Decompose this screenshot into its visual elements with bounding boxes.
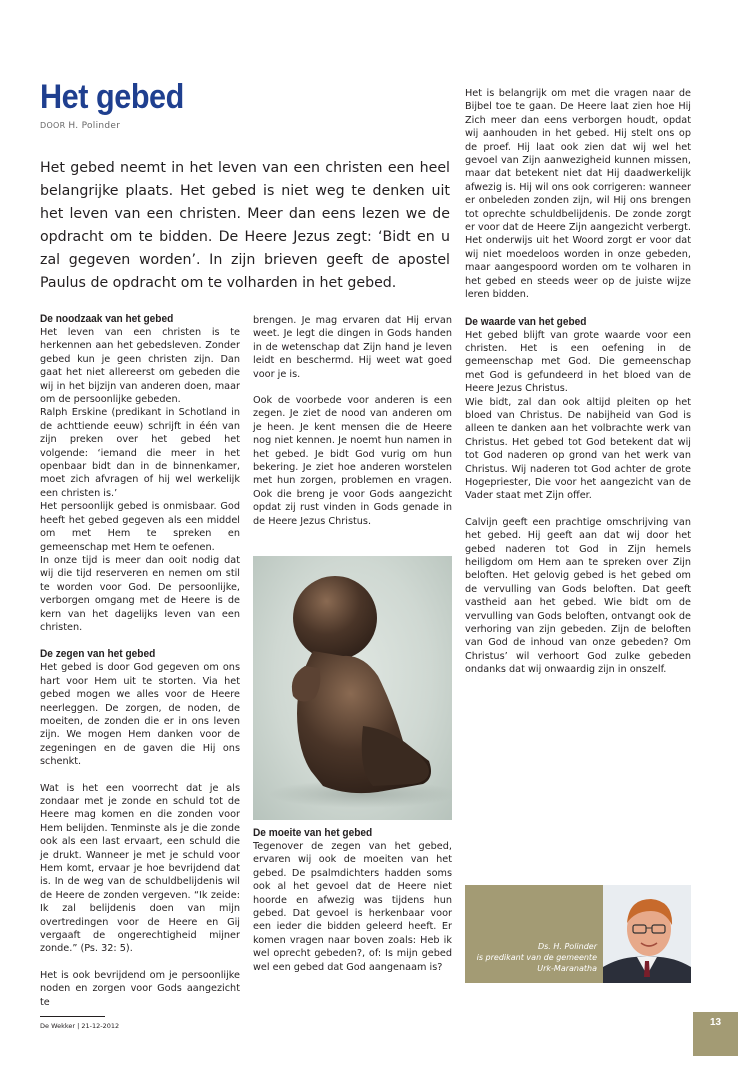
paragraph: Het is ook bevrijdend om je persoonlijke noden en zorgen voor Gods aangezicht te [40,969,240,1008]
paragraph: Het leven van een christen is te herkennen aan het gebedsleven. Zonder gebed kun je geen christen zijn. Dan gaat het niet allereerst om gebeden die wij in het bijzijn van anderen doen, maar om de persoonlijke gebeden. [40,327,240,406]
author-photo [603,885,691,983]
footer-publication: De Wekker | 21-12-2012 [40,1022,120,1030]
kneeling-figure-image [253,556,452,820]
byline-name: H. Polinder [68,121,121,131]
paragraph: Het is belangrijk om met die vragen naar de Bijbel toe te gaan. De Heere laat zien hoe Hij Zich meer dan eens verborgen houdt, opdat wij aanhouden in het gebed. Hij stelt ons op de proef. Hij laat ook zien dat wij wel het gevoel van Zijn aanwezigheid kunnen missen, maar dat betekent niet dat Hij daadwerkelijk afwezig is. Hij wil ons ook corrigeren: wanneer er onbeleden zonden zijn, wil Hij ons brengen tot oprechte schuldbelijdenis. De zonde zorgt er voor dat de Heere Zijn aangezicht verbergt. [465,88,691,234]
paragraph: Wat is het een voorrecht dat je als zondaar met je zonde en schuld tot de Heere mag komen en die zonden voor Hem belijden. Tenminste als je die zonde ook als een last ervaart, een schuld die je drukt. Wanneer je met je schuld voor Hem komt, ervaar je hoe bevrijdend dat is. In de weg van de schuldbelijdenis wil de Heere de zonden vergeven. “Ik zeide: Ik zal belijdenis doen van mijn overtredingen voor de Heere en Gij vergaaft de ongerechtigheid mijner zonde.” (Ps. 32: 5). [40,782,240,955]
author-congregation: Urk-Maranatha [537,964,597,973]
author-box [465,885,691,983]
bronze-statue-icon [253,556,452,820]
section-heading-noodzaak: De noodzaak van het gebed [40,313,174,325]
author-name: Ds. H. Polinder [537,942,597,951]
column-3 [465,87,691,677]
paragraph: Ook de voorbede voor anderen is een zegen. Je ziet de nood van anderen om je heen. Je kent mensen die de Heere nog niet kennen. Je noemt hun namen in het gebed. Je bidt God vurig om hun bekering. Je ziet hoe anderen worstelen met hun zorgen, problemen en vragen. Ook die breng je voor Gods aangezicht opdat zij rust vinden in Gods genade in de Heere Jezus Christus. [253,395,452,527]
paragraph: In onze tijd is meer dan ooit nodig dat wij die tijd reserveren en nemen om stil te worden voor God. De persoonlijke, verborgen omgang met de Heere is de kern van het dagelijks leven van een christen. [40,554,240,633]
paragraph: Calvijn geeft een prachtige omschrijving van het gebed. Hij geeft aan dat wij door het gebed naderen tot God in Zijn hemels heiligdom om Hem aan te spreken over Zijn beloften. Het gelovig gebed is het gebed om de vervulling van Gods beloften. Dat geeft vastheid aan het gebed. Wie bidt om de vervulling van Gods beloften, ontvangt ook de verhoring van zijn gebeden. Zijn de beloften van God de inhoud van onze gebeden? Om Christus’ wil verhoort God zulke gebeden ondanks dat wij onwaardig zijn in onszelf. [465,516,691,676]
section-heading-zegen: De zegen van het gebed [40,648,156,661]
section-heading-waarde: De waarde van het gebed [465,315,587,328]
author-caption [477,941,597,974]
column-2-lower [253,826,452,974]
paragraph: Het onderwijs uit het Woord zorgt er voor dat wij niet moedeloos worden in onze gebeden, maar aangespoord worden om te volharen in het gebed en steeds weer op de juiste wijze leren bidden. [465,235,691,301]
paragraph: Het persoonlijk gebed is onmisbaar. God heeft het gebed gegeven als een middel om met Hem te spreken en gemeenschap met Hem te oefenen. [40,501,240,553]
person-portrait-icon [603,885,691,983]
paragraph: Wie bidt, zal dan ook altijd pleiten op het bloed van Christus. De nabijheid van God is alleen te danken aan het volbrachte werk van Christus. Het gebed tot God betekent dat wij tot God naderen op grond van het werk van Christus. Wij naderen tot God achter de grote Hogepriester, Die voor het aangezicht van de Vader staat met Zijn offer. [465,396,691,502]
paragraph: Het gebed is door God gegeven om ons hart voor Hem uit te storten. Via het gebed mogen we alles voor de Heere neerleggen. De zorgen, de noden, de moeiten, de zonden die er in ons leven zijn. We mogen Hem danken voor de zegeningen en de gaven die Hij ons schenkt. [40,662,240,768]
section-heading-moeite: De moeite van het gebed [253,827,373,839]
column-1 [40,312,240,1009]
page-number: 13 [693,1012,738,1056]
byline-prefix: DOOR [40,121,66,130]
paragraph: Het gebed blijft van grote waarde voor een christen. Het is een oefening in de gemeenschap met God. Die gemeenschap met God is gefundeerd in het bloed van de Heere Jezus Christus. [465,329,691,395]
paragraph: Tegenover de zegen van het gebed, ervaren wij ook de moeiten van het gebed. De psalmdichters hadden soms ook al het gevoel dat de Heere niet hoorde en afwezig was tijdens hun gebed. Dat gevoel is herkenbaar voor een ieder die bidden geleerd heeft. Er komen vragen naar boven zoals: Heb ik wel oprecht gebeden?, of: Is mijn gebed wel een gebed dat God aangenaam is? [253,841,452,973]
article-intro: Het gebed neemt in het leven van een christen een heel belangrijke plaats. Het gebed is niet weg te denken uit het leven van een christen. Meer dan eens lezen we de opdracht om te bidden. De Heere Jezus zegt: ‘Bidt en u zal gegeven worden’. In zijn brieven geeft de apostel Paulus de opdracht om te volharden in het gebed. [40,160,450,291]
article-title: Het gebed [40,78,184,116]
paragraph: brengen. Je mag ervaren dat Hij ervan weet. Je legt die dingen in Gods handen in de wetenschap dat Zijn hand je leven leidt en beschermd. Hij weet wat goed voor je is. [253,315,452,380]
footer-rule [40,1016,105,1017]
paragraph: Ralph Erskine (predikant in Schotland in de achttiende eeuw) schrijft in één van zijn preken over het gebed het volgende: ‘iemand die meer in het openbaar bidt dan in de binnenkamer, moet zich afvragen of hij wel werkelijk een christen is.’ [40,407,240,499]
byline [40,121,120,131]
author-role: is predikant van de gemeente [476,953,597,962]
column-2 [253,314,452,528]
